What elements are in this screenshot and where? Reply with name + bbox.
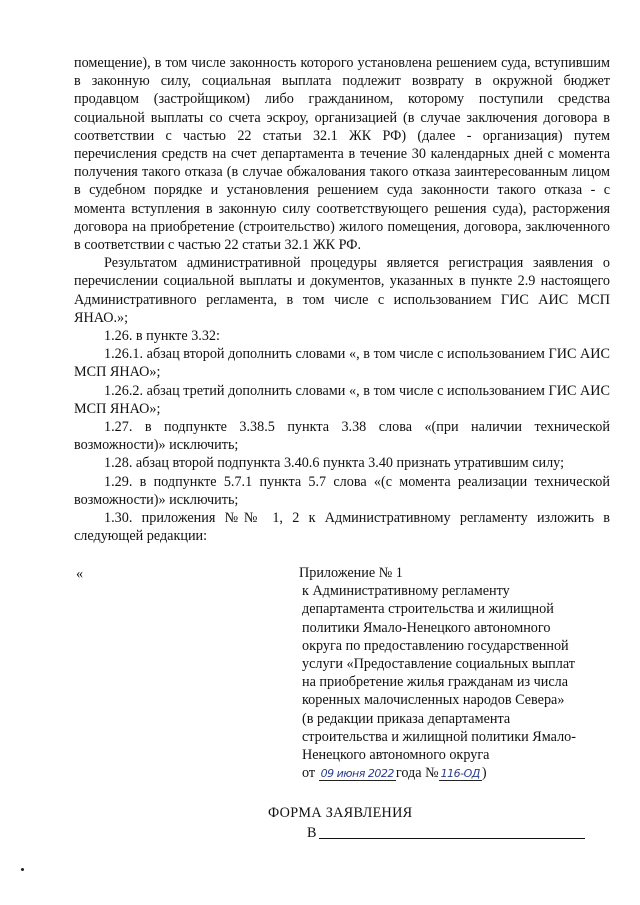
amendment-item-1-27: 1.27. в подпункте 3.38.5 пункта 3.38 слова «(при наличии технической возможности)» исключить; <box>74 419 610 454</box>
scan-artifact-dot <box>21 868 24 871</box>
addressee-prefix: В <box>307 825 317 841</box>
document-body <box>74 54 610 545</box>
amendment-item-1-26-2: 1.26.2. абзац третий дополнить словами «, в том числе с использованием ГИС АИС МСП ЯНАО»; <box>74 382 610 417</box>
appendix-line: на приобретение жилья гражданам из числа <box>302 674 569 691</box>
handwritten-date: 09 июня 2022 <box>320 767 394 781</box>
handwritten-order-number: 116-ОД <box>440 767 480 781</box>
appendix-line: строительства и жилищной политики Ямало- <box>302 728 576 745</box>
appendix-header-block <box>299 564 604 783</box>
paragraph-refund-rules: помещение), в том числе законность которого установлена решением суда, вступившим в законную силу, социальная выплата подлежит возврату в окружной бюджет продавцом (застройщиком) либо гражданином, которому поступили средства социальной выплаты со счета эскроу, организацией (в случае заключения договора в соответствии с частью 22 статьи 32.1 ЖК РФ) (далее - организация) путем перечисления средств на счет департамента в течение 30 календарных дней с момента получения такого отказа (в случае обжалования такого отказа заинтересованным лицом в судебном порядке и установления решением суда законности такого отказа - с момента вступления в законную силу соответствующего решения суда), расторжения договора на приобретение (строительство) жилого помещения, договора, заключенного в соответствии с частью 22 статьи 32.1 ЖК РФ. <box>74 55 610 254</box>
addressee-line <box>307 823 585 842</box>
amendment-item-1-26: 1.26. в пункте 3.32: <box>104 328 220 345</box>
appendix-line: (в редакции приказа департамента <box>302 710 511 727</box>
appendix-line: округа по предоставлению государственной <box>302 637 569 654</box>
amendment-item-1-26-1: 1.26.1. абзац второй дополнить словами «, в том числе с использованием ГИС АИС МСП ЯНАО»; <box>74 346 610 381</box>
appendix-title: Приложение № 1 <box>299 565 403 581</box>
form-title: ФОРМА ЗАЯВЛЕНИЯ <box>268 805 413 821</box>
appendix-line: коренных малочисленных народов Севера» <box>302 692 565 709</box>
opening-quote-mark: « <box>76 566 84 582</box>
amendment-item-1-28: 1.28. абзац второй подпункта 3.40.6 пункта 3.40 признать утратившим силу; <box>104 455 565 472</box>
addressee-blank-field[interactable] <box>319 823 585 839</box>
amendment-item-1-30: 1.30. приложения №№ 1, 2 к Административному регламенту изложить в следующей редакции: <box>74 510 610 545</box>
appendix-line: услуги «Предоставление социальных выплат <box>302 656 575 673</box>
amendment-item-1-29: 1.29. в подпункте 5.7.1 пункта 5.7 слова «(с момента реализации технической возможности)» исключить; <box>74 473 610 508</box>
paragraph-procedure-result: Результатом административной процедуры является регистрация заявления о перечислении социальной выплаты и документов, указанных в пункте 2.9 настоящего Административного регламента, в том числе с использованием ГИС АИС МСП ЯНАО.»; <box>74 255 610 326</box>
closing-paren: ) <box>481 765 487 782</box>
appendix-line: политики Ямало-Ненецкого автономного <box>302 619 551 636</box>
year-number-label: года № <box>395 765 439 782</box>
order-date-line <box>302 764 604 783</box>
appendix-line: к Административному регламенту <box>302 583 510 600</box>
appendix-line: Ненецкого автономного округа <box>302 747 490 764</box>
appendix-line: департамента строительства и жилищной <box>302 601 554 618</box>
date-prefix: от <box>302 765 316 782</box>
